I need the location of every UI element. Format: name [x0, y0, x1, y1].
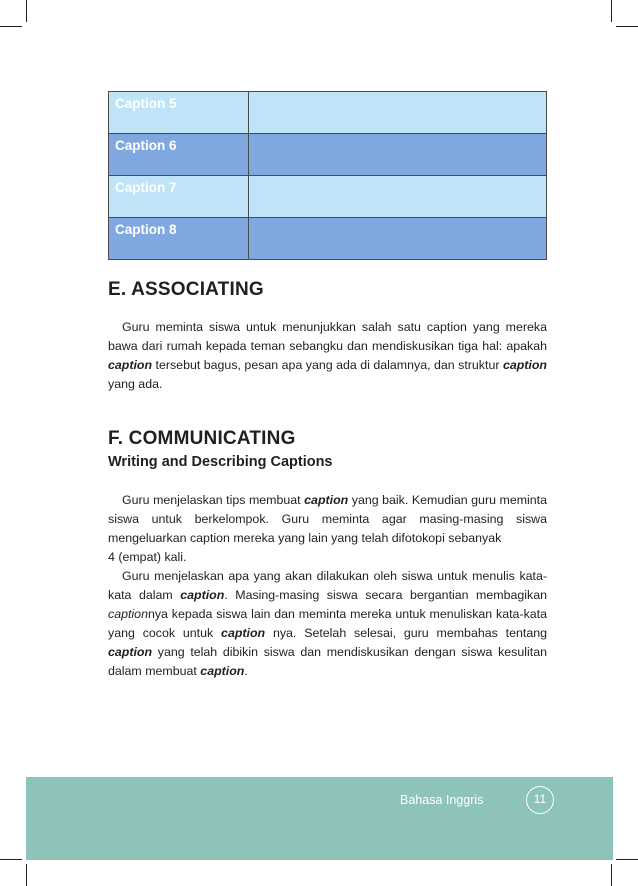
text: . [244, 664, 248, 678]
caption-cell [249, 218, 547, 260]
caption-label: Caption 7 [109, 176, 249, 218]
crop-mark-bottom-right-h [616, 859, 638, 860]
keyword: caption [502, 358, 547, 372]
caption-label: Caption 6 [109, 134, 249, 176]
caption-row [109, 134, 547, 176]
crop-mark-bottom-left-h [0, 859, 22, 860]
section-f-paragraph-2 [108, 567, 547, 681]
caption-cell [249, 134, 547, 176]
caption-table [108, 91, 547, 260]
crop-mark-bottom-left-v [26, 864, 27, 886]
page-number: 11 [526, 786, 554, 814]
keyword: caption [221, 626, 266, 640]
text: Guru menjelaskan apa yang akan dilakukan oleh siswa untuk menulis kata-kata dalam [108, 569, 547, 602]
text: yang ada. [108, 377, 163, 391]
keyword: caption [180, 588, 225, 602]
caption-cell [249, 176, 547, 218]
footer-book-title: Bahasa Inggris [400, 793, 484, 807]
caption-row [109, 92, 547, 134]
caption-cell [249, 92, 547, 134]
text: nya. Setelah selesai, guru membahas tentang [265, 626, 547, 640]
text: Guru menjelaskan tips membuat [122, 493, 305, 507]
text: Guru meminta siswa untuk menunjukkan salah satu caption yang mereka bawa dari rumah kepada teman sebangku dan mendiskusikan tiga hal: apakah [108, 320, 547, 353]
crop-mark-top-left-v [26, 0, 27, 22]
caption-label: Caption 5 [109, 92, 249, 134]
text: tersebut bagus, pesan apa yang ada di dalamnya, dan struktur [152, 358, 503, 372]
crop-mark-bottom-right-v [611, 864, 612, 886]
footer-band [26, 777, 613, 860]
crop-mark-top-left-h [0, 26, 22, 27]
keyword: caption [200, 664, 245, 678]
crop-mark-top-right-h [616, 26, 638, 27]
section-f-paragraph-1 [108, 491, 547, 567]
text: nya kepada siswa lain dan meminta mereka untuk menuliskan kata-kata yang cocok untuk [108, 607, 547, 640]
text: 4 (empat) kali. [108, 550, 187, 564]
section-f-subheading: Writing and Describing Captions [108, 454, 333, 470]
caption-row [109, 176, 547, 218]
crop-mark-top-right-v [611, 0, 612, 22]
keyword: caption [108, 607, 148, 621]
keyword: caption [304, 493, 349, 507]
section-e-paragraph [108, 318, 547, 394]
caption-row [109, 218, 547, 260]
keyword: caption [108, 645, 153, 659]
text: . Masing-masing siswa secara bergantian membagikan [224, 588, 547, 602]
section-e-heading: E. ASSOCIATING [108, 279, 264, 300]
keyword: caption [108, 358, 153, 372]
caption-label: Caption 8 [109, 218, 249, 260]
text: yang baik. Kemudian guru meminta siswa untuk berkelompok. Guru meminta agar masing-masing siswa mengeluarkan caption mereka yang lain yang telah difotokopi sebanyak [108, 493, 548, 545]
text: yang telah dibikin siswa dan mendiskusikan dengan siswa kesulitan dalam membuat [108, 645, 547, 678]
section-f-heading: F. COMMUNICATING [108, 428, 296, 449]
